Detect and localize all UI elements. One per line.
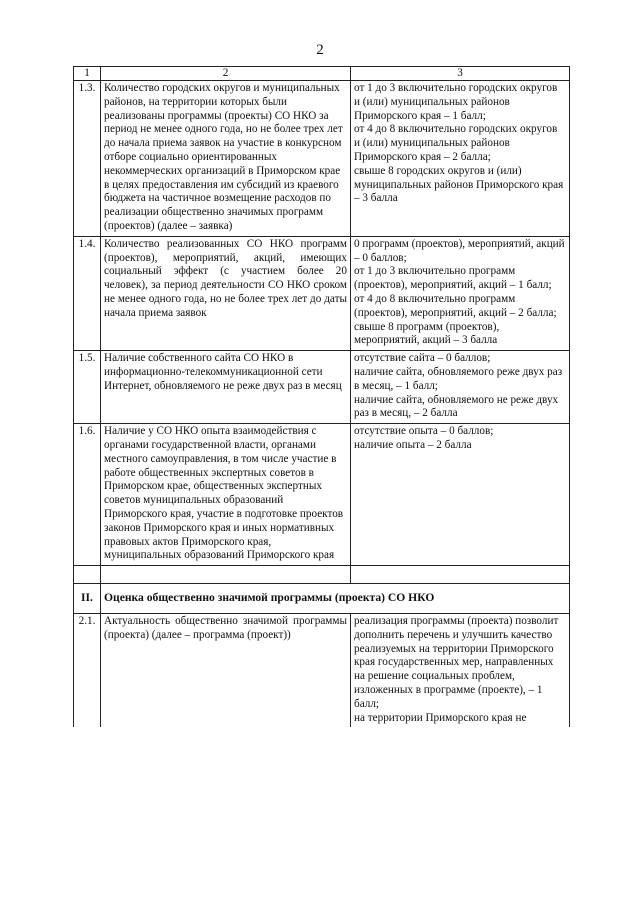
table-row — [74, 424, 570, 566]
score-cell — [351, 614, 570, 728]
page-number: 2 — [316, 42, 324, 58]
row-number: 1.4. — [74, 236, 101, 350]
score-cell — [351, 424, 570, 566]
row-number: 1.3. — [74, 81, 101, 237]
score-line: наличие сайта, обновляемого реже двух раз в месяц, – 1 балл; — [354, 365, 563, 392]
score-line: от 1 до 3 включительно программ (проектов), мероприятий, акций – 1 балл; — [354, 265, 552, 292]
score-line: наличие сайта, обновляемого не реже двух раз в месяц, – 2 балла — [354, 393, 559, 420]
score-line: 0 программ (проектов), мероприятий, акций – 0 баллов; — [354, 237, 565, 264]
score-cell — [351, 81, 570, 237]
score-cell — [351, 236, 570, 350]
criterion-text: Наличие у СО НКО опыта взаимодействия с органами государственной власти, органами местного самоуправления, в том числе участие в работе общественных экспертных советов в Приморском крае, общественных экспертных советов муниципальных образований Приморского края, участие в подготовке проектов законов Приморского края и иных нормативных правовых актов Приморского края, муниципальных образований Приморского края — [101, 424, 351, 566]
score-line: свыше 8 городских округов и (или) муниципальных районов Приморского края – 3 балла — [354, 164, 564, 205]
header-cell-3: 3 — [351, 67, 570, 81]
score-line: от 4 до 8 включительно городских округов и (или) муниципальных районов Приморского края – 2 балла; — [354, 123, 558, 163]
score-cell — [351, 351, 570, 424]
table-row — [74, 351, 570, 424]
criterion-text: Наличие собственного сайта СО НКО в информационно-телекоммуникационной сети Интернет, обновляемого не реже двух раз в месяц — [101, 351, 351, 424]
table-row — [74, 81, 570, 237]
row-number: 2.1. — [74, 614, 101, 728]
score-line: на территории Приморского края не — [354, 711, 527, 724]
spacer-row — [74, 566, 570, 584]
header-cell-1: 1 — [74, 67, 101, 81]
criterion-text: Актуальность общественно значимой программы (проекта) (далее – программа (проект)) — [101, 614, 351, 728]
score-line: от 4 до 8 включительно программ (проектов), мероприятий, акций – 2 балла; — [354, 292, 557, 319]
section-number: II. — [74, 584, 101, 614]
row-number: 1.5. — [74, 351, 101, 424]
criteria-table — [73, 66, 570, 727]
table-row — [74, 614, 570, 728]
score-line: наличие опыта – 2 балла — [354, 438, 472, 451]
score-line: отсутствие опыта – 0 баллов; — [354, 425, 494, 438]
score-line: от 1 до 3 включительно городских округов и (или) муниципальных районов Приморского края – 1 балл; — [354, 82, 558, 122]
criterion-text: Количество реализованных СО НКО программ (проектов), мероприятий, акций, имеющих социальный эффект (с участием более 20 человек), за период деятельности СО НКО сроком не менее одного года, но не более трех лет до даты начала приема заявок — [101, 236, 351, 350]
header-cell-2: 2 — [101, 67, 351, 81]
table-row — [74, 236, 570, 350]
section-title: Оценка общественно значимой программы (проекта) СО НКО — [101, 584, 570, 614]
section-header-row — [74, 584, 570, 614]
score-line: отсутствие сайта – 0 баллов; — [354, 352, 491, 365]
table-header-row — [74, 67, 570, 81]
row-number: 1.6. — [74, 424, 101, 566]
criterion-text: Количество городских округов и муниципальных районов, на территории которых были реализованы программы (проекты) СО НКО за период не менее одного года, но не более трех лет до начала приема заявок на участие в конкурсном отборе социально ориентированных некоммерческих организаций в Приморском крае в целях предоставления им субсидий из краевого бюджета на частичное возмещение расходов по реализации общественно значимых программ (проектов) (далее – заявка) — [101, 81, 351, 237]
score-line: свыше 8 программ (проектов), мероприятий, акций – 3 балла — [354, 320, 500, 347]
score-line: реализация программы (проекта) позволит дополнить перечень и улучшить качество реализуемых на территории Приморского края государственных мер, направленных на решение социальных проблем, изложенных в программе (проекте), – 1 балл; — [354, 615, 559, 710]
